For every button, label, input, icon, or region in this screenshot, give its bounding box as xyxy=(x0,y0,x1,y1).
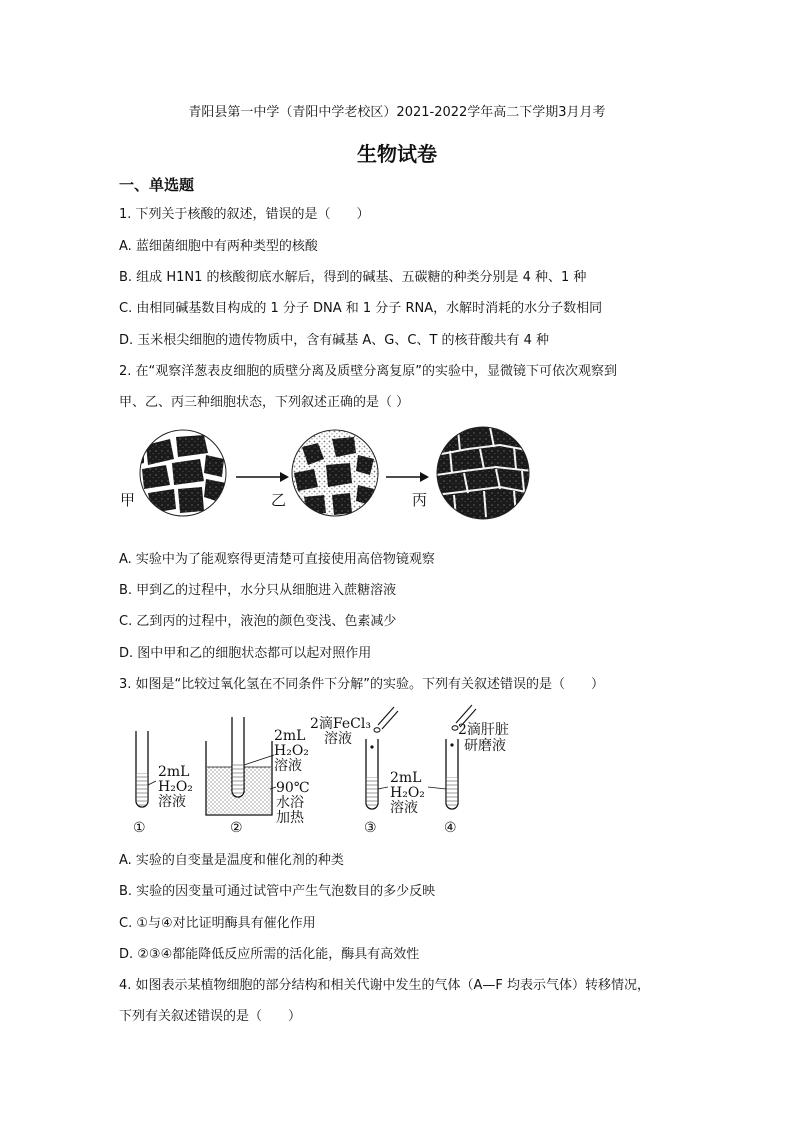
q1-option-b: B. 组成 H1N1 的核酸彻底水解后，得到的碱基、五碳糖的种类分别是 4 种、1 种 xyxy=(119,270,587,285)
test-tube-1 xyxy=(136,731,156,807)
t2-water-bath: 水浴 xyxy=(276,795,304,811)
q1-stem: 1. 下列关于核酸的叙述，错误的是（ ） xyxy=(119,207,370,222)
t4-drops: 2滴肝脏 xyxy=(458,722,509,738)
q1-option-a: A. 蓝细菌细胞中有两种类型的核酸 xyxy=(119,239,318,254)
arrow-jia-to-yi xyxy=(236,472,289,482)
t1-chemical: H₂O₂ xyxy=(158,779,193,795)
exam-title: 青阳县第一中学（青阳中学老校区）2021-2022学年高二下学期3月月考 xyxy=(188,105,606,120)
t34-chemical: H₂O₂ xyxy=(390,785,425,801)
t4-drops-solution: 研磨液 xyxy=(464,738,506,754)
q2-stem-line1: 2. 在“观察洋葱表皮细胞的质壁分离及质壁分离复原”的实验中，显微镜下可依次观察到 xyxy=(119,364,618,379)
tube-number-3: ③ xyxy=(364,820,377,836)
t34-solution: 溶液 xyxy=(390,800,418,816)
t3-drops-solution: 溶液 xyxy=(324,731,352,747)
t3-drops: 2滴FeCl₃ xyxy=(310,716,371,732)
t1-volume: 2mL xyxy=(158,764,190,780)
tube-number-1: ① xyxy=(133,820,146,836)
q3-stem: 3. 如图是“比较过氧化氢在不同条件下分解”的实验。下列有关叙述错误的是（ ） xyxy=(119,677,605,692)
t1-solution: 溶液 xyxy=(158,794,186,810)
arrow-yi-to-bing xyxy=(386,472,429,482)
q3-option-b: B. 实验的因变量可通过试管中产生气泡数目的多少反映 xyxy=(119,884,436,899)
label-jia: 甲 xyxy=(120,491,136,509)
label-yi: 乙 xyxy=(271,491,287,509)
t2-heating: 加热 xyxy=(276,810,304,826)
q3-option-a: A. 实验的自变量是温度和催化剂的种类 xyxy=(119,853,344,868)
t2-chemical: H₂O₂ xyxy=(274,743,309,759)
plasmolysis-figure xyxy=(118,425,548,525)
q4-stem-line2: 下列有关叙述错误的是（ ） xyxy=(119,1009,302,1024)
q3-option-c: C. ①与④对比证明酶具有催化作用 xyxy=(119,916,316,931)
q1-option-d: D. 玉米根尖细胞的遗传物质中，含有碱基 A、G、C、T 的核苷酸共有 4 种 xyxy=(119,333,550,348)
dropper-3 xyxy=(374,707,398,732)
test-tube-4 xyxy=(428,739,458,809)
q2-option-d: D. 图中甲和乙的细胞状态都可以起对照作用 xyxy=(119,646,372,661)
t2-volume: 2mL xyxy=(274,728,306,744)
cell-state-jia xyxy=(136,430,226,516)
q3-option-d: D. ②③④都能降低反应所需的活化能，酶具有高效性 xyxy=(119,947,420,962)
q2-option-a: A. 实验中为了能观察得更清楚可直接使用高倍物镜观察 xyxy=(119,552,435,567)
t2-solution: 溶液 xyxy=(274,758,302,774)
h2o2-experiment-figure xyxy=(128,703,518,843)
q2-option-b: B. 甲到乙的过程中，水分只从细胞进入蔗糖溶液 xyxy=(119,583,397,598)
test-tube-3 xyxy=(366,739,388,809)
exam-subject: 生物试卷 xyxy=(357,142,437,166)
q2-stem-line2: 甲、乙、丙三种细胞状态，下列叙述正确的是（ ） xyxy=(119,395,410,410)
t34-volume: 2mL xyxy=(390,770,422,786)
section-heading: 一、单选题 xyxy=(119,176,195,194)
q4-stem-line1: 4. 如图表示某植物细胞的部分结构和相关代谢中发生的气体（A—F 均表示气体）转移情况， xyxy=(119,978,651,993)
label-bing: 丙 xyxy=(412,491,428,509)
t2-temperature: 90℃ xyxy=(276,780,310,796)
q1-option-c: C. 由相同碱基数目构成的 1 分子 DNA 和 1 分子 RNA，水解时消耗的水分子数相同 xyxy=(119,301,603,316)
tube-number-4: ④ xyxy=(444,820,457,836)
tube-number-2: ② xyxy=(230,820,243,836)
q2-option-c: C. 乙到丙的过程中，液泡的颜色变浅、色素减少 xyxy=(119,614,397,629)
